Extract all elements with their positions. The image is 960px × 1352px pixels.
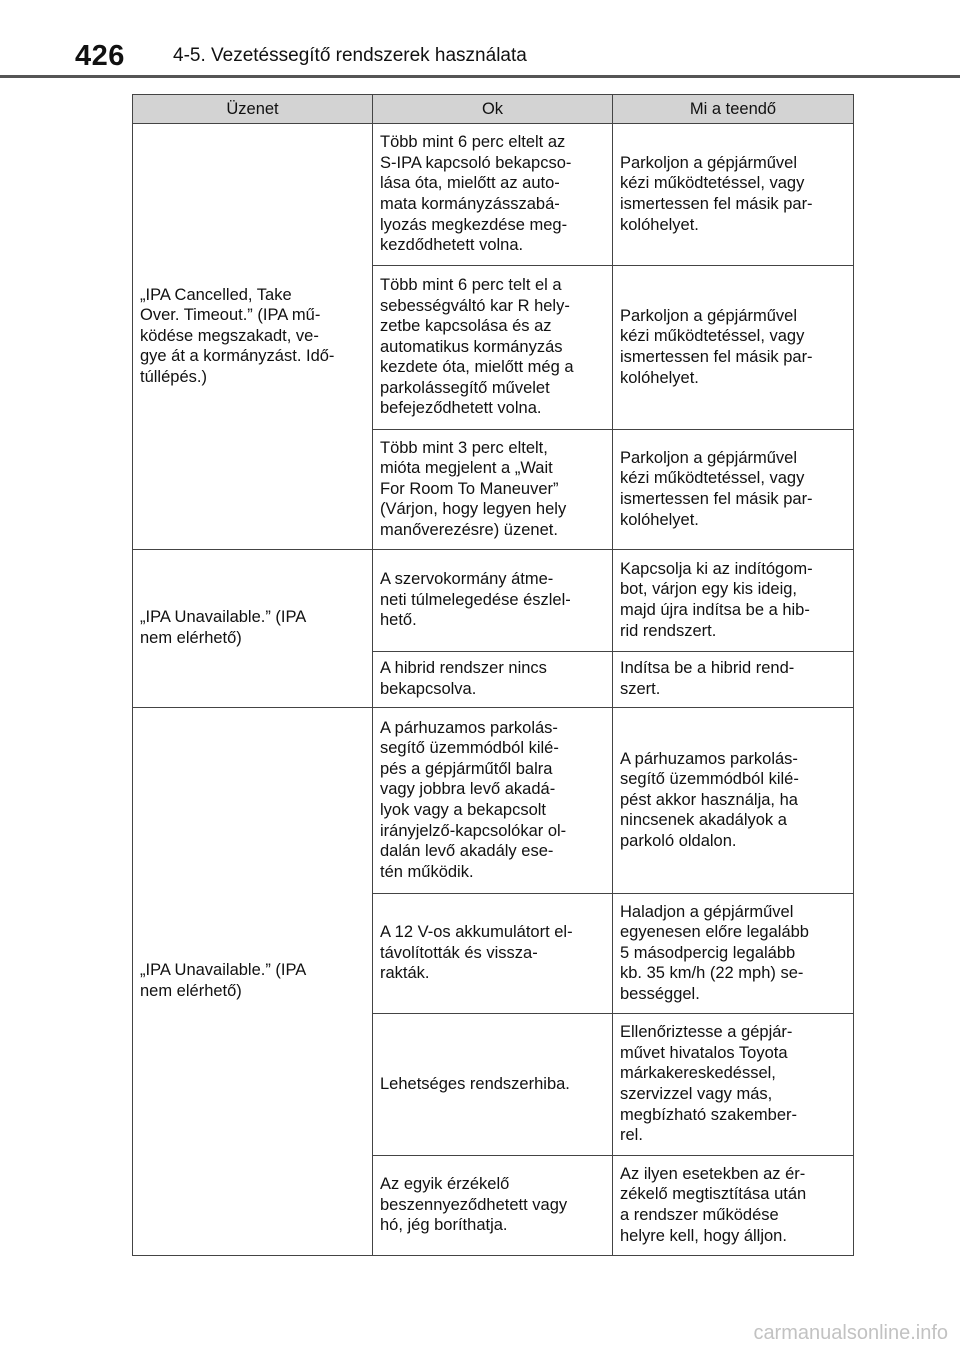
table-header [133,95,854,124]
table-body [133,124,854,1256]
message-table [132,94,854,1256]
message-cell: „IPA Cancelled, Take Over. Timeout.” (IPA mű- ködése megszakadt, ve- gye át a kormányzást. Idő- túllépés.) [133,124,373,550]
cause-cell: Az egyik érzékelő beszennyeződhetett vagy hó, jég boríthatja. [373,1156,613,1256]
action-cell: A párhuzamos parkolás- segítő üzemmódból kilé- pést akkor használja, ha nincsenek akadályok a parkoló oldalon. [613,708,854,894]
page-header [0,0,960,80]
action-cell: Ellenőriztesse a gépjár- művet hivatalos Toyota márkakereskedéssel, szervizzel vagy más, megbízható szakember- rel. [613,1014,854,1156]
watermark: carmanualsonline.info [753,1322,948,1344]
cause-cell: A 12 V-os akkumulátort el- távolították és vissza- rakták. [373,894,613,1014]
message-cell: „IPA Unavailable.” (IPA nem elérhető) [133,708,373,1256]
cause-cell: A szervokormány átme- neti túlmelegedése észlel- hető. [373,550,613,652]
action-cell: Parkoljon a gépjárművel kézi működtetéssel, vagy ismertessen fel másik par- kolóhelyet. [613,124,854,266]
action-cell: Kapcsolja ki az indítógom- bot, várjon egy kis ideig, majd újra indítsa be a hib- rid rendszert. [613,550,854,652]
table-header-row [133,95,854,124]
cause-cell: Lehetséges rendszerhiba. [373,1014,613,1156]
table-row [133,124,854,266]
header-divider [0,75,960,78]
action-cell: Haladjon a gépjárművel egyenesen előre legalább 5 másodpercig legalább kb. 35 km/h (22 mph) se- bességgel. [613,894,854,1014]
cause-cell: Több mint 3 perc eltelt, mióta megjelent a „Wait For Room To Maneuver” (Várjon, hogy legyen hely manőverezésre) üzenet. [373,430,613,550]
column-header-message: Üzenet [133,95,373,124]
cause-cell: Több mint 6 perc telt el a sebességváltó kar R hely- zetbe kapcsolása és az automatikus kormányzás kezdete óta, mielőtt még a parkolássegítő művelet befejeződhetett volna. [373,266,613,430]
action-cell: Parkoljon a gépjárművel kézi működtetéssel, vagy ismertessen fel másik par- kolóhelyet. [613,266,854,430]
action-cell: Az ilyen esetekben az ér- zékelő megtisztítása után a rendszer működése helyre kell, hogy álljon. [613,1156,854,1256]
action-cell: Indítsa be a hibrid rend- szert. [613,652,854,708]
page-number: 426 [75,40,125,72]
column-header-action: Mi a teendő [613,95,854,124]
cause-cell: A párhuzamos parkolás- segítő üzemmódból kilé- pés a gépjárműtől balra vagy jobbra levő akadá- lyok vagy a bekapcsolt irányjelző-kapcsolókar ol- dalán levő akadály ese- tén működik. [373,708,613,894]
cause-cell: Több mint 6 perc eltelt az S-IPA kapcsoló bekapcso- lása óta, mielőtt az auto- mata kormányzásszabá- lyozás megkezdése meg- kezdődhetett volna. [373,124,613,266]
cause-cell: A hibrid rendszer nincs bekapcsolva. [373,652,613,708]
table-row [133,708,854,894]
message-cell: „IPA Unavailable.” (IPA nem elérhető) [133,550,373,708]
table-row [133,550,854,652]
action-cell: Parkoljon a gépjárművel kézi működtetéssel, vagy ismertessen fel másik par- kolóhelyet. [613,430,854,550]
column-header-cause: Ok [373,95,613,124]
section-title: 4-5. Vezetéssegítő rendszerek használata [173,45,527,66]
